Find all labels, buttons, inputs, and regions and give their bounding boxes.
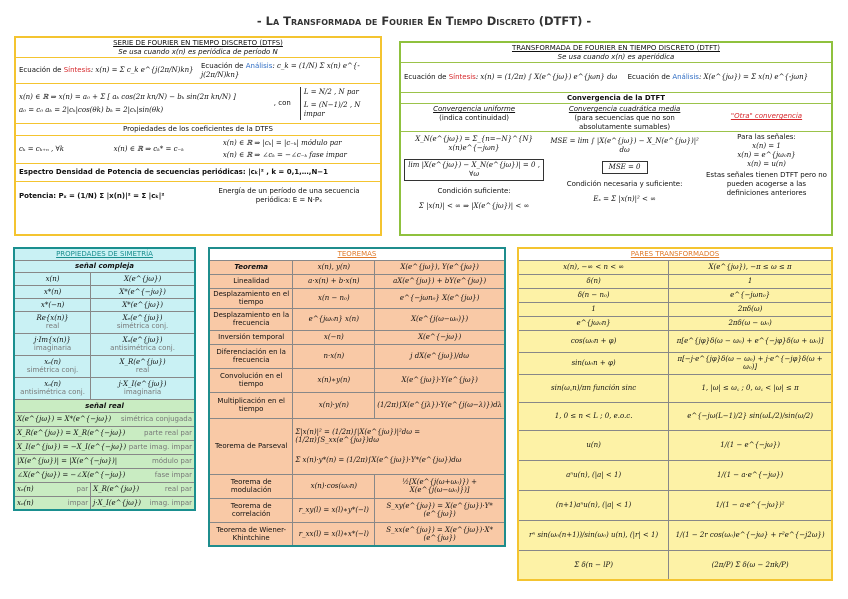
dtft-uniform-sub: (indica continuidad) [439, 114, 510, 122]
sym-real-note: simétrica conjugada [120, 415, 192, 423]
pair-freq: 2πδ(ω) [669, 302, 832, 316]
thm-parseval-label: Teorema de Parseval [209, 418, 293, 474]
sym-cell: j·Im{x(n)} [34, 336, 71, 344]
dtfs-prop-module: x(n) ∈ ℝ ⇒ |cₖ| = |c₋ₖ| módulo par [222, 139, 342, 147]
sym-cell: xₒ(n) [44, 380, 61, 388]
thm-head: x(n), y(n) [293, 260, 375, 274]
symmetry-table [13, 247, 196, 511]
thm-name: Teorema de correlación [209, 498, 293, 522]
sym-split-eq: X_R(e^{jω}) [93, 485, 140, 493]
dtft-o4: x(n) = u(n) [747, 160, 786, 168]
dtfs-prop-conj: x(n) ∈ ℝ ⇒ cₖ* = c₋ₖ [113, 145, 184, 153]
thm-name: Teorema de Wiener-Khintchine [209, 522, 293, 546]
pair-freq: (2π/P) Σ δ(ω − 2πk/P) [669, 550, 832, 580]
pair-time: e^{jω₀n} [518, 316, 669, 330]
dtft-conv-title: Convergencia de la DTFT [566, 93, 666, 102]
thm-time: r_xy(l) = x(l)∗y*(−l) [293, 498, 375, 522]
pair-time: (n+1)aⁿu(n), (|a| < 1) [518, 490, 669, 520]
pair-freq: 1, |ω| ≤ ω꜀ ; 0, ω꜀ < |ω| ≤ π [669, 374, 832, 402]
symmetry-complex-head: señal compleja [14, 260, 195, 272]
sym-split-eq: xₑ(n) [17, 485, 34, 493]
dtfs-real-coefficients: a₀ = c₀ aₖ = 2|cₖ|cos(θk) bₖ = 2|cₖ|sin(θk) [19, 105, 164, 114]
pair-freq: 1/(1 − 2r cos(ω₀)e^{−jω} + r²e^{−j2ω}) [669, 520, 832, 550]
sym-cell: Re{x(n)} [36, 314, 69, 322]
dtfs-props-title: Propiedades de los coeficientes de la DTFS [123, 125, 273, 133]
pairs-title: PARES TRANSFORMADOS [518, 248, 832, 260]
dtft-u-suf: Condición suficiente: [437, 187, 511, 195]
symmetry-title: PROPIEDADES DE SIMETRÍA [14, 248, 195, 260]
dtfs-prop-phase: x(n) ∈ ℝ ⇒ ∠cₖ = −∠c₋ₖ fase impar [222, 151, 347, 159]
symmetry-real-head: señal real [14, 399, 195, 412]
pair-time: 1, 0 ≤ n < L ; 0, e.o.c. [518, 402, 669, 430]
thm-head: X(e^{jω}), Y(e^{jω}) [375, 260, 505, 274]
dtft-other: "Otra" convergencia [730, 112, 803, 120]
thm-time: x(−n) [293, 330, 375, 344]
page-title: - La Transformada de Fourier En Tiempo Discreto (DTFT) - [256, 14, 592, 28]
thm-name: Diferenciación en la frecuencia [209, 344, 293, 368]
dtft-u-cond: Σ |x(n)| < ∞ ⇒ |X(e^{jω})| < ∞ [418, 202, 530, 210]
thm-name: Desplazamiento en la frecuencia [209, 308, 293, 330]
pair-time: 1 [518, 302, 669, 316]
dtft-o5: Estas señales tienen DTFT pero no pueden acogerse a las definiciones anteriores [706, 171, 827, 197]
dtft-o2: x(n) = 1 [752, 142, 781, 150]
dtft-analysis: Ecuación de Análisis: X(e^{jω}) = Σ x(n) e^{-jωn} [627, 73, 809, 81]
dtft-o1: Para las señales: [737, 133, 796, 141]
thm-name: Convolución en el tiempo [209, 368, 293, 392]
pair-freq: 1/(1 − a·e^{−jω}) [669, 460, 832, 490]
thm-freq: S_xy(e^{jω}) = X(e^{jω})·Y*(e^{jω}) [375, 498, 505, 522]
dtft-q-suf: Condición necesaria y suficiente: [566, 180, 683, 188]
dtfs-con: , con [273, 99, 291, 107]
pair-time: x(n), −∞ < n < ∞ [518, 260, 669, 274]
thm-freq: X(e^{jω})·Y(e^{jω}) [375, 368, 505, 392]
dtft-title: TRANSFORMADA DE FOURIER EN TIEMPO DISCRETO (DTFT) [511, 44, 720, 52]
sym-note: real [45, 322, 60, 330]
pair-time: sin(ω꜀n)/πn función sinc [518, 374, 669, 402]
thm-time: x(n)·y(n) [293, 392, 375, 418]
pair-time: aⁿu(n), (|a| < 1) [518, 460, 669, 490]
dtft-box [399, 41, 833, 236]
sym-cell: X*(e^{−jω}) [91, 285, 195, 298]
dtft-q-eq1: MSE = lim ∫ |X(e^{jω}) − X_N(e^{jω})|² dω [550, 137, 699, 154]
sym-split-note: imag. impar [149, 498, 192, 507]
thm-head: Teorema [209, 260, 293, 274]
pair-time: δ(n − n₀) [518, 288, 669, 302]
thm-name: Inversión temporal [209, 330, 293, 344]
dtft-quad: Convergencia cuadrática media [568, 105, 681, 113]
theorems-title: TEOREMAS [209, 248, 505, 260]
dtft-o3: x(n) = e^{jω₀n} [737, 151, 796, 159]
dtfs-energy: Energía de un período de una secuencia periódica: E = N·Pₓ [218, 187, 360, 204]
thm-freq: X(e^{−jω}) [375, 330, 505, 344]
thm-freq: S_xx(e^{jω}) = X(e^{jω})·X*(e^{jω}) [375, 522, 505, 546]
dtft-u-eq2: lim |X(e^{jω}) − X_N(e^{jω})| = 0 , ∀ω [404, 159, 544, 181]
thm-time: e^{jω₀n} x(n) [293, 308, 375, 330]
sym-split-eq: j·X_I(e^{jω}) [93, 498, 142, 507]
dtft-synthesis: Ecuación de Síntesis: x(n) = (1/2π) ∫ X(e^{jω}) e^{jωn} dω [404, 73, 618, 81]
sym-real-eq: ∠X(e^{jω}) = −∠X(e^{−jω}) [17, 471, 126, 479]
sym-cell: x*(−n) [14, 298, 91, 311]
thm-freq: X(e^{j(ω−ω₀)}) [375, 308, 505, 330]
pair-freq: 1/(1 − a·e^{−jω})² [669, 490, 832, 520]
thm-freq: ½[X(e^{j(ω+ω₀)}) + X(e^{j(ω−ω₀)})] [375, 474, 505, 498]
sym-cell: X(e^{jω}) [91, 272, 195, 285]
sym-cell: x*(n) [14, 285, 91, 298]
sym-note: imaginaria [33, 344, 72, 352]
thm-freq: (1/2π)∫X(e^{jλ})·Y(e^{j(ω−λ)})dλ [375, 392, 505, 418]
sym-note: imaginaria [123, 388, 162, 396]
dtft-uniform: Convergencia uniforme [433, 105, 516, 113]
sym-cell: j·X_I(e^{jω}) [118, 380, 167, 388]
sym-split-note: impar [67, 498, 89, 507]
theorems-table [208, 247, 506, 547]
pairs-table [517, 247, 833, 581]
thm-freq: e^{−jωn₀} X(e^{jω}) [375, 288, 505, 308]
sym-note: simétrica conj. [26, 366, 79, 374]
sym-cell: x(n) [14, 272, 91, 285]
thm-name: Multiplicación en el tiempo [209, 392, 293, 418]
thm-time: r_xx(l) = x(l)∗x*(−l) [293, 522, 375, 546]
pair-freq: e^{−jωn₀} [669, 288, 832, 302]
dtfs-box [14, 36, 382, 236]
sym-real-note: fase impar [154, 471, 192, 479]
thm-freq: aX(e^{jω}) + bY(e^{jω}) [375, 274, 505, 288]
dtfs-subtitle: Se usa cuando x(n) es periódica de período N [118, 48, 278, 56]
sym-split-eq: xₒ(n) [17, 498, 34, 507]
thm-parseval-2: Σ x(n)·y*(n) = (1/2π)∫X(e^{jω})·Y*(e^{jω})dω [295, 456, 462, 464]
pair-freq: e^{−jω(L−1)/2} sin(ωL/2)/sin(ω/2) [669, 402, 832, 430]
dtfs-L-even: L = N/2 , N par [303, 88, 359, 96]
sym-cell: X*(e^{jω}) [91, 298, 195, 311]
thm-freq: j dX(e^{jω})/dω [375, 344, 505, 368]
dtft-quad-sub: (para secuencias que no son absolutamente sumables) [574, 114, 675, 131]
pair-time: cos(ω₀n + φ) [518, 330, 669, 352]
sym-note: simétrica conj. [116, 322, 169, 330]
thm-name: Teorema de modulación [209, 474, 293, 498]
sym-real-eq: X(e^{jω}) = X*(e^{−jω}) [17, 415, 112, 423]
pair-time: Σ δ(n − lP) [518, 550, 669, 580]
dtft-q-cond: Eₓ = Σ |x(n)|² < ∞ [593, 195, 656, 203]
dtft-subtitle: Se usa cuando x(n) es aperiódica [557, 53, 675, 61]
thm-time: x(n)·cos(ω₀n) [293, 474, 375, 498]
dtfs-analysis: Ecuación de Análisis: c_k = (1/N) Σ x(n) e^{-j(2π/N)kn} [201, 61, 360, 79]
pair-time: u(n) [518, 430, 669, 460]
sym-cell: xₑ(n) [44, 358, 61, 366]
sym-real-eq: X_I(e^{jω}) = −X_I(e^{−jω}) [17, 443, 127, 451]
pair-freq: X(e^{jω}), −π ≤ ω ≤ π [669, 260, 832, 274]
thm-name: Desplazamiento en el tiempo [209, 288, 293, 308]
sym-cell: Xₑ(e^{jω}) [122, 314, 163, 322]
sym-note: antisimétrica conj. [110, 344, 175, 352]
dtfs-synthesis: Ecuación de Síntesis: x(n) = Σ c_k e^{j(2π/N)kn} [19, 66, 194, 74]
dtfs-title: SERIE DE FOURIER EN TIEMPO DISCRETO (DTFS) [113, 39, 283, 47]
dtfs-prop-periodic: cₖ = cₖ₊ₙ , ∀k [19, 145, 64, 153]
sym-real-note: parte real par [144, 429, 192, 437]
sym-real-note: módulo par [151, 457, 192, 465]
sym-real-note: parte imag. impar [128, 443, 192, 451]
pair-freq: 2πδ(ω − ω₀) [669, 316, 832, 330]
dtfs-power: Potencia: Pₓ = (1/N) Σ |x(n)|² = Σ |cₖ|² [19, 191, 165, 200]
thm-time: n·x(n) [293, 344, 375, 368]
pair-freq: π[e^{jφ}δ(ω − ω₀) + e^{−jφ}δ(ω + ω₀)] [669, 330, 832, 352]
pair-time: rⁿ sin(ω₀(n+1))/sin(ω₀) u(n), (|r| < 1) [518, 520, 669, 550]
dtfs-real-equation: x(n) ∈ ℝ ⇒ x(n) = a₀ + Σ [ aₖ cos(2π kn/N) − bₖ sin(2π kn/N) ] [19, 92, 236, 101]
thm-time: x(n)∗y(n) [293, 368, 375, 392]
sym-note: antisimétrica conj. [20, 388, 85, 396]
thm-time: a·x(n) + b·x(n) [293, 274, 375, 288]
sym-split-note: par [76, 485, 89, 493]
thm-time: x(n − n₀) [293, 288, 375, 308]
thm-name: Linealidad [209, 274, 293, 288]
sym-split-note: real par [164, 485, 192, 493]
sym-real-eq: X_R(e^{jω}) = X_R(e^{−jω}) [17, 429, 126, 437]
dtfs-spectrum: Espectro Densidad de Potencia de secuencias periódicas: |cₖ|² , k = 0,1,…,N−1 [19, 168, 329, 176]
sym-cell: Xₒ(e^{jω}) [122, 336, 163, 344]
pair-time: sin(ω₀n + φ) [518, 352, 669, 374]
dtft-u-eq1: X_N(e^{jω}) = Σ_{n=−N}^{N} x(n)e^{−jωn} [415, 135, 533, 152]
pair-freq: 1 [669, 274, 832, 288]
thm-parseval-1: Σ|x(n)|² = (1/2π)∫|X(e^{jω})|²dω = (1/2π)∫S_xx(e^{jω})dω [295, 428, 421, 444]
pair-freq: π[−j·e^{jφ}δ(ω − ω₀) + j·e^{−jφ}δ(ω + ω₀)] [669, 352, 832, 374]
dtft-q-eq2: MSE = 0 [602, 161, 648, 174]
dtfs-L-odd: L = (N−1)/2 , N impar [303, 101, 361, 118]
pair-freq: 1/(1 − e^{−jω}) [669, 430, 832, 460]
pair-time: δ(n) [518, 274, 669, 288]
sym-note: real [135, 366, 150, 374]
sym-cell: X_R(e^{jω}) [119, 358, 166, 366]
sym-real-eq: |X(e^{jω})| = |X(e^{−jω})| [17, 457, 118, 465]
